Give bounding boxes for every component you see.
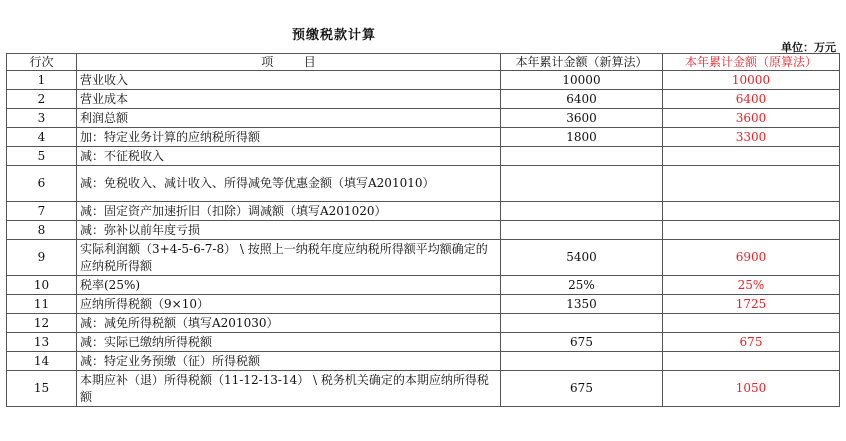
- row-old-amount: 1050: [663, 371, 840, 407]
- sheet-title: 预缴税款计算: [291, 28, 376, 43]
- table-row: [7, 202, 840, 221]
- table-row: [7, 128, 840, 147]
- table-row: [7, 221, 840, 240]
- header-item: 项 目: [77, 54, 501, 71]
- table-row: [7, 147, 840, 166]
- row-number: 1: [7, 71, 77, 90]
- row-number: 13: [7, 333, 77, 352]
- row-old-amount: 25%: [663, 276, 840, 295]
- table-row: [7, 71, 840, 90]
- row-old-amount: 675: [663, 333, 840, 352]
- table-row: [7, 166, 840, 202]
- row-new-amount: [501, 221, 663, 240]
- row-number: 14: [7, 352, 77, 371]
- row-number: 2: [7, 90, 77, 109]
- table-row: [7, 371, 840, 407]
- table-row: [7, 314, 840, 333]
- table-row: [7, 109, 840, 128]
- row-number: 6: [7, 166, 77, 202]
- row-new-amount: 1350: [501, 295, 663, 314]
- row-new-amount: 3600: [501, 109, 663, 128]
- row-old-amount: [663, 147, 840, 166]
- row-number: 7: [7, 202, 77, 221]
- row-number: 10: [7, 276, 77, 295]
- row-item: 本期应补（退）所得税额（11-12-13-14） \ 税务机关确定的本期应纳所得税额: [77, 371, 501, 407]
- row-item: 应纳所得税额（9×10）: [77, 295, 501, 314]
- row-number: 8: [7, 221, 77, 240]
- row-new-amount: 675: [501, 333, 663, 352]
- row-new-amount: [501, 166, 663, 202]
- row-number: 11: [7, 295, 77, 314]
- row-item: 利润总额: [77, 109, 501, 128]
- row-new-amount: 10000: [501, 71, 663, 90]
- table-row: [7, 276, 840, 295]
- table-row: [7, 295, 840, 314]
- row-new-amount: 25%: [501, 276, 663, 295]
- row-old-amount: [663, 202, 840, 221]
- row-new-amount: [501, 202, 663, 221]
- row-old-amount: 6400: [663, 90, 840, 109]
- header-new-method: 本年累计金额（新算法）: [501, 54, 663, 71]
- table-row: [7, 240, 840, 276]
- row-old-amount: 3300: [663, 128, 840, 147]
- row-item: 实际利润额（3+4-5-6-7-8） \ 按照上一纳税年度应纳税所得额平均额确定的应纳税所得额: [77, 240, 501, 276]
- row-item: 营业成本: [77, 90, 501, 109]
- table-row: [7, 352, 840, 371]
- row-old-amount: 6900: [663, 240, 840, 276]
- row-item: 税率(25%): [77, 276, 501, 295]
- row-old-amount: [663, 352, 840, 371]
- title-row: [6, 14, 839, 53]
- row-number: 3: [7, 109, 77, 128]
- table-body: [7, 71, 840, 407]
- row-item: 营业收入: [77, 71, 501, 90]
- row-new-amount: 5400: [501, 240, 663, 276]
- unit-label: 单位：万元: [781, 41, 836, 54]
- row-old-amount: 10000: [663, 71, 840, 90]
- row-number: 4: [7, 128, 77, 147]
- row-item: 减：实际已缴纳所得税额: [77, 333, 501, 352]
- table-row: [7, 333, 840, 352]
- row-number: 15: [7, 371, 77, 407]
- header-no: 行次: [7, 54, 77, 71]
- row-item: 减：不征税收入: [77, 147, 501, 166]
- row-number: 12: [7, 314, 77, 333]
- row-new-amount: [501, 314, 663, 333]
- row-old-amount: [663, 221, 840, 240]
- row-new-amount: [501, 352, 663, 371]
- row-number: 5: [7, 147, 77, 166]
- row-item: 减：弥补以前年度亏损: [77, 221, 501, 240]
- tax-table: [6, 53, 840, 407]
- row-old-amount: 1725: [663, 295, 840, 314]
- table-row: [7, 90, 840, 109]
- row-item: 减：免税收入、减计收入、所得减免等优惠金额（填写A201010）: [77, 166, 501, 202]
- row-number: 9: [7, 240, 77, 276]
- row-new-amount: 6400: [501, 90, 663, 109]
- row-item: 加：特定业务计算的应纳税所得额: [77, 128, 501, 147]
- row-old-amount: 3600: [663, 109, 840, 128]
- row-item: 减：减免所得税额（填写A201030）: [77, 314, 501, 333]
- row-old-amount: [663, 314, 840, 333]
- row-item: 减：特定业务预缴（征）所得税额: [77, 352, 501, 371]
- row-old-amount: [663, 166, 840, 202]
- row-new-amount: [501, 147, 663, 166]
- header-row: [7, 54, 840, 71]
- row-new-amount: 675: [501, 371, 663, 407]
- tax-sheet: [6, 14, 839, 407]
- header-old-method: 本年累计金额（原算法）: [663, 54, 840, 71]
- row-item: 减：固定资产加速折旧（扣除）调减额（填写A201020）: [77, 202, 501, 221]
- row-new-amount: 1800: [501, 128, 663, 147]
